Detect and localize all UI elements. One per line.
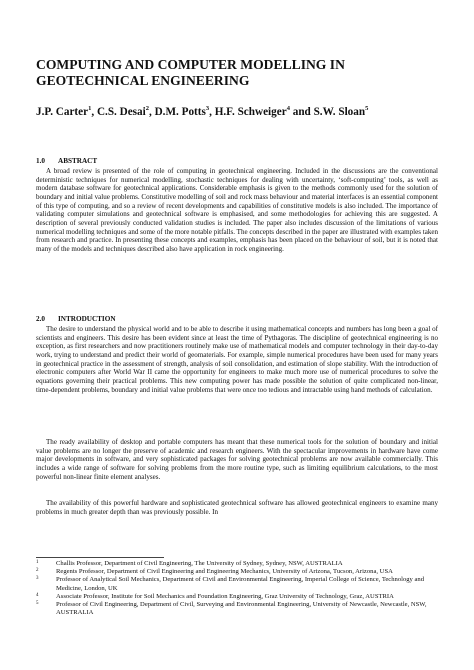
section-number: 2.0	[36, 315, 45, 323]
author	[314, 106, 369, 118]
footnote	[36, 601, 438, 617]
footnote-divider	[36, 557, 164, 558]
author-separator: ,	[209, 106, 215, 118]
paper-title: COMPUTING AND COMPUTER MODELLING IN GEOTECHNICAL ENGINEERING	[36, 57, 345, 88]
author-list	[36, 106, 446, 118]
footnote-mark: 1	[36, 560, 39, 565]
footnote-text: Professor of Civil Engineering, Department of Civil, Surveying and Environmental Engineering, University of Newcastle, Newcastle, NSW, AUSTRALIA	[56, 601, 427, 617]
footnote	[36, 568, 438, 576]
affiliation-mark: 5	[365, 105, 369, 112]
footnote-mark: 4	[36, 592, 39, 598]
abstract-heading	[36, 157, 97, 165]
author-name: D.M. Potts	[154, 106, 206, 118]
footnote	[36, 593, 438, 601]
introduction-paragraph-3: The availability of this powerful hardware and sophisticated geotechnical software has allowed geotechnical engineers to examine many problems in much greater depth than was previously possible. In	[36, 499, 438, 516]
author	[97, 106, 155, 118]
author-name: S.W. Sloan	[313, 106, 366, 118]
affiliation-mark: 4	[286, 105, 290, 112]
affiliation-mark: 2	[145, 105, 149, 112]
author-separator: ,	[148, 106, 155, 118]
footnote-text: Associate Professor, Institute for Soil Mechanics and Foundation Engineering, Graz University of Technology, Graz, AUSTRIA	[56, 592, 394, 600]
author	[215, 106, 314, 118]
section-number: 1.0	[36, 157, 45, 165]
footnote	[36, 560, 438, 568]
footnote-mark: 5	[36, 601, 39, 607]
introduction-paragraph-1: The desire to understand the physical world and to be able to describe it using mathematical concepts and numbers has long been a goal of scientists and engineers. This desire has been evident since at least the time of Pythagoras. The discipline of geotechnical engineering is no exception, as first researchers and now practitioners routinely make use of mathematical models and computer technology in their day-to-day work, trying to understand and predict their world of geomaterials. For example, simple numerical procedures have been used for many years in geotechnical practice in the assessment of strength, analysis of soil consolidation, and estimation of slope stability. With the introduction of electronic computers after World War II came the opportunity for engineers to make much more use of numerical procedures to solve the equations governing their practical problems. This new computing power has made possible the solution of quite complicated non-linear, time-dependent problems, boundary and initial value problems that were once too tedious and intractable using hand methods of calculation.	[36, 325, 438, 394]
section-title: INTRODUCTION	[58, 315, 116, 323]
author	[36, 106, 97, 118]
footnote-text: Professor of Analytical Soil Mechanics, Department of Civil and Environmental Engineering, Imperial College of Science, Technology and Medicine, London, UK	[56, 576, 425, 592]
affiliation-mark: 1	[88, 105, 92, 112]
author-name: C.S. Desai	[96, 106, 146, 118]
footnote-mark: 2	[36, 568, 39, 574]
footnote-list	[36, 560, 438, 617]
author-separator: ,	[91, 106, 97, 118]
introduction-paragraph-2: The ready availability of desktop and portable computers has meant that these numerical tools for the solution of boundary and initial value problems are no longer the preserve of academic and research engineers. With the spectacular improvements in hardware have come major developments in software, and very sophisticated packages for solving geotechnical problems are now available commercially. This includes a wide range of software for solving problems from the more routine type, such as limiting equilibrium calculations, to the most powerful non-linear finite element analyses.	[36, 438, 438, 481]
footnote-mark: 3	[36, 576, 39, 582]
footnote	[36, 576, 438, 592]
author	[155, 106, 215, 118]
author-name: J.P. Carter	[36, 106, 89, 118]
footnote-text: Regents Professor, Department of Civil Engineering and Engineering Mechanics, University of Arizona, Tucson, Arizona, USA	[56, 568, 393, 576]
section-title: ABSTRACT	[58, 157, 98, 165]
introduction-heading	[36, 315, 116, 323]
affiliation-mark: 3	[205, 105, 210, 112]
author-separator: and	[289, 106, 314, 118]
footnote-text: Challis Professor, Department of Civil Engineering, The University of Sydney, Sydney, NSW, AUSTRALIA	[56, 560, 343, 567]
abstract-text: A broad review is presented of the role of computing in geotechnical engineering. Included in the discussions are the conventional deterministic techniques for numerical modelling, stochastic techniques for dealing with uncertainty, ‘soft-computing’ tools, as well as modern database software for geotechnical applications. Considerable emphasis is given to the methods commonly used for the solution of boundary and initial value problems. Constitutive modelling of soil and rock mass behaviour and material interfaces is an essential component of this type of computing, and so a review of recent developments and capabilities of constitutive models is also included. The importance of validating computer simulations and geotechnical software is emphasised, and some methodologies for achieving this are suggested. A description of several previously conducted validation studies is included. The paper also includes discussion of the limitations of various numerical modelling techniques and some of the more notable pitfalls. The concepts described in the paper are illustrated with examples taken from research and practice. In presenting these concepts and examples, emphasis has been placed on the behaviour of soil, but it is noted that many of the models and techniques described also have application in rock engineering.	[36, 167, 438, 253]
author-name: H.F. Schweiger	[214, 106, 287, 118]
